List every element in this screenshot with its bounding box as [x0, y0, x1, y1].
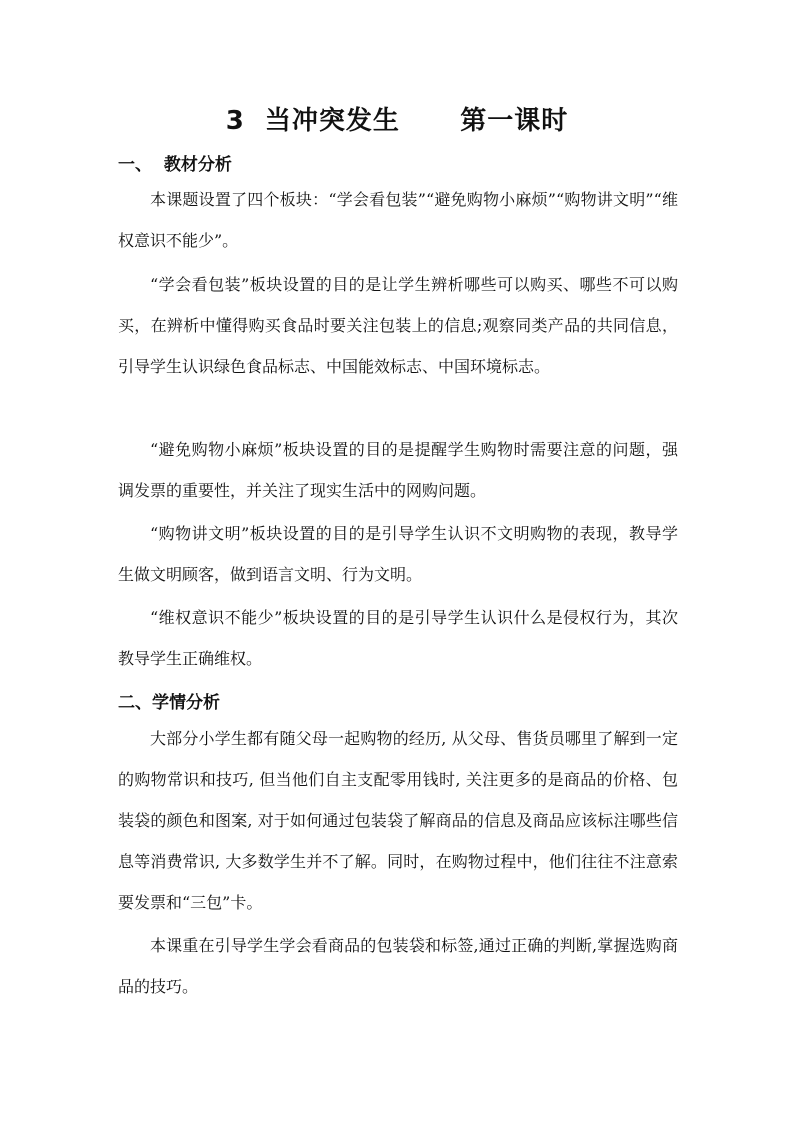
paragraph-lesson-focus: 本课重在引导学生学会看商品的包装袋和标签,通过正确的判断,掌握选购商品的技巧。 [118, 936, 678, 996]
paragraph-overview: 本课题设置了四个板块：“学会看包装”“避免购物小麻烦”“购物讲文明”“维权意识不能少”。 [118, 190, 678, 250]
section-heading-student-analysis: 二、学情分析 [118, 693, 220, 713]
section-heading-textbook-analysis: 一、 教材分析 [118, 155, 232, 175]
paragraph-avoid-trouble: “避免购物小麻烦”板块设置的目的是提醒学生购物时需要注意的问题，强调发票的重要性，并关注了现实生活中的网购问题。 [118, 440, 678, 500]
paragraph-student-situation: 大部分小学生都有随父母一起购物的经历, 从父母、售货员哪里了解到一定的购物常识和技巧, 但当他们自主支配零用钱时, 关注更多的是商品的价格、包装袋的颜色和图案, 对于如何通过包装袋了解商品的信息及商品应该标注哪些信息等消费常识, 大多数学生并不了解。同时，在购物过程中，他们往往不注意索要发票和“三包”卡。 [118, 729, 678, 912]
paragraph-rights-awareness: “维权意识不能少”板块设置的目的是引导学生认识什么是侵权行为，其次教导学生正确维权。 [118, 608, 678, 668]
paragraph-civil-shopping: “购物讲文明”板块设置的目的是引导学生认识不文明购物的表现，教导学生做文明顾客，做到语言文明、行为文明。 [118, 524, 678, 584]
page-title: 3 当冲突发生 第一课时 [225, 106, 569, 136]
paragraph-packaging: “学会看包装”板块设置的目的是让学生辨析哪些可以购买、哪些不可以购买，在辨析中懂得购买食品时要关注包装上的信息;观察同类产品的共同信息，引导学生认识绿色食品标志、中国能效标志、中国环境标志。 [118, 275, 678, 376]
